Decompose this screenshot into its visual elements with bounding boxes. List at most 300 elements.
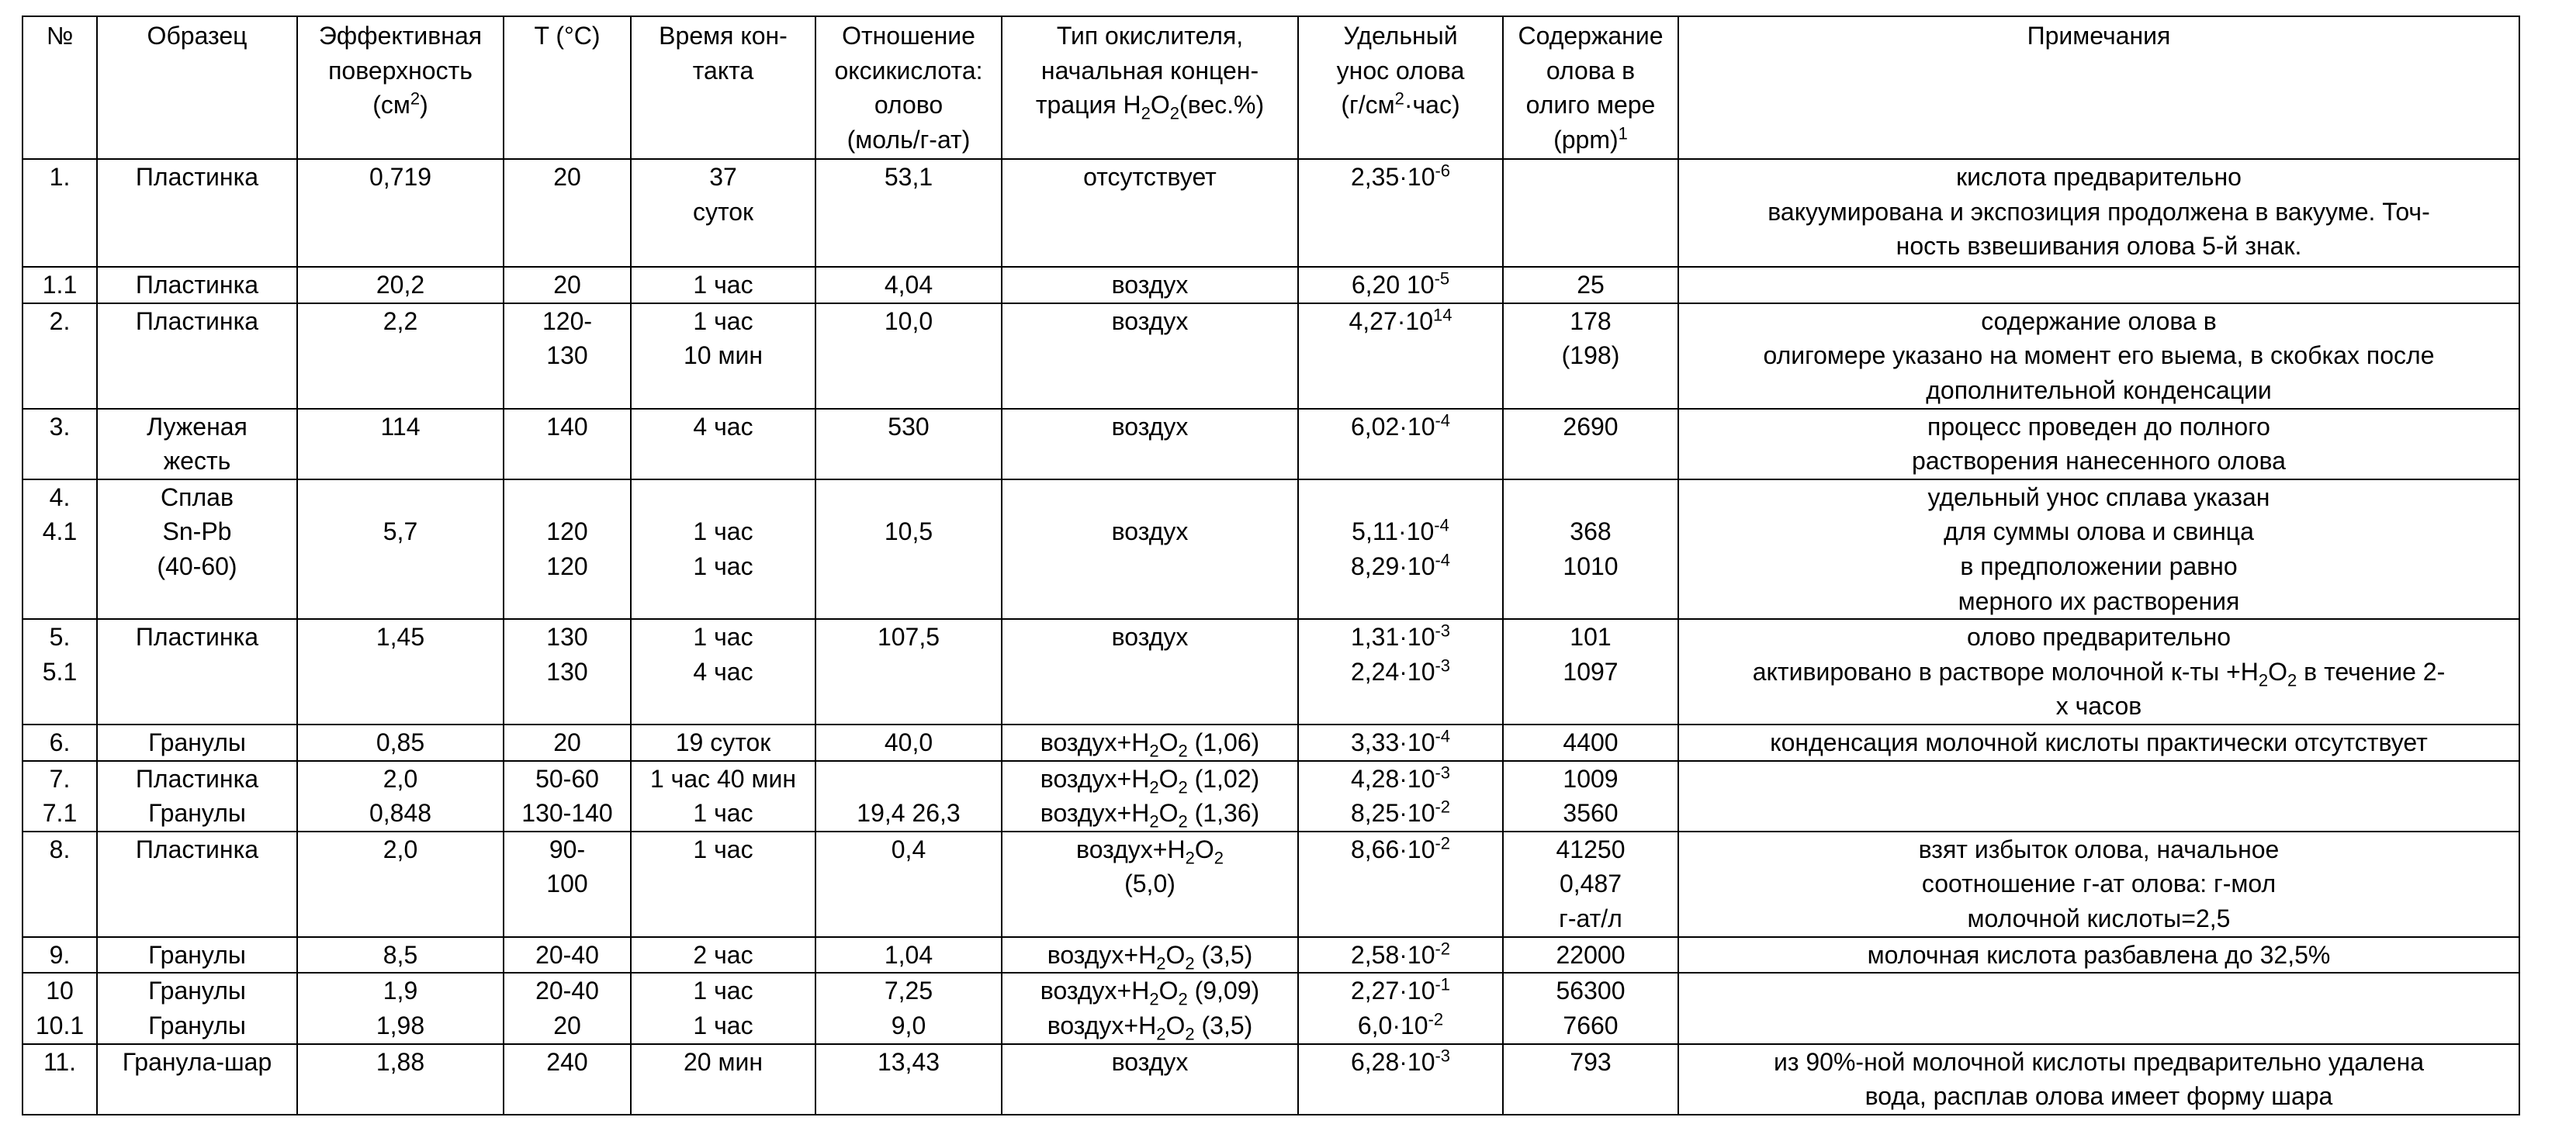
table-cell xyxy=(1298,761,1503,832)
cell-line: воздух+H2O2 (9,09) xyxy=(1006,974,1294,1008)
cell-line: олово xyxy=(819,88,998,123)
table-cell xyxy=(631,619,815,725)
table-cell xyxy=(297,937,504,974)
cell-line: Эффективная xyxy=(301,19,500,54)
table-cell xyxy=(815,303,1002,409)
cell-line: оксикислота: xyxy=(819,54,998,88)
table-cell xyxy=(1298,267,1503,303)
table-cell xyxy=(1503,725,1678,761)
table-row xyxy=(23,1044,2519,1115)
cell-line: 130 xyxy=(507,338,627,373)
table-cell xyxy=(1298,303,1503,409)
table-cell xyxy=(1002,159,1298,267)
table-cell xyxy=(1002,479,1298,619)
table-cell xyxy=(297,1044,504,1115)
header-cell xyxy=(97,16,297,159)
cell-line: конденсация молочной кислоты практически отсутствует xyxy=(1682,725,2515,760)
cell-line: 1. xyxy=(26,160,93,195)
cell-line: 2,58·10-2 xyxy=(1302,938,1499,973)
cell-line: вакуумирована и экспозиция продолжена в вакууме. Точ- xyxy=(1682,195,2515,230)
table-cell xyxy=(815,832,1002,937)
table-cell xyxy=(504,973,631,1043)
cell-line: молочная кислота разбавлена до 32,5% xyxy=(1682,938,2515,973)
table-cell xyxy=(1002,761,1298,832)
cell-line: поверхность xyxy=(301,54,500,88)
cell-line: 20 xyxy=(507,1008,627,1043)
cell-line: 4,28·10-3 xyxy=(1302,762,1499,797)
table-cell xyxy=(297,409,504,479)
cell-line: 1.1 xyxy=(26,268,93,303)
header-cell xyxy=(297,16,504,159)
cell-line: Пластинка xyxy=(101,620,293,655)
cell-line: 20 xyxy=(507,268,627,303)
cell-line: Пластинка xyxy=(101,268,293,303)
table-cell xyxy=(815,619,1002,725)
cell-line: 2,0 xyxy=(301,832,500,867)
table-cell xyxy=(1002,937,1298,974)
cell-line: 2,2 xyxy=(301,304,500,339)
table-cell xyxy=(504,619,631,725)
table-cell xyxy=(631,479,815,619)
cell-line: 3,33·10-4 xyxy=(1302,725,1499,760)
table-cell xyxy=(1298,973,1503,1043)
cell-line: 7. xyxy=(26,762,93,797)
cell-line: олово предварительно xyxy=(1682,620,2515,655)
notes-cell xyxy=(1678,303,2519,409)
cell-line: воздух+H2O2 (1,02) xyxy=(1006,762,1294,797)
cell-line: 4,04 xyxy=(819,268,998,303)
table-cell xyxy=(631,725,815,761)
cell-line: 41250 xyxy=(1507,832,1674,867)
cell-line: 0,4 xyxy=(819,832,998,867)
table-cell xyxy=(297,159,504,267)
table-cell xyxy=(1298,832,1503,937)
cell-line: (см2) xyxy=(301,88,500,123)
table-cell xyxy=(504,303,631,409)
cell-line: 120- xyxy=(507,304,627,339)
cell-line: воздух xyxy=(1006,304,1294,339)
header-row xyxy=(23,16,2519,159)
cell-line: воздух xyxy=(1006,268,1294,303)
cell-line: отсутствует xyxy=(1006,160,1294,195)
notes-cell xyxy=(1678,761,2519,832)
table-cell xyxy=(97,1044,297,1115)
cell-line: 4400 xyxy=(1507,725,1674,760)
cell-line: 10,5 xyxy=(819,514,998,549)
cell-line: воздух xyxy=(1006,1045,1294,1080)
cell-line xyxy=(301,480,500,515)
cell-line: 8,29·10-4 xyxy=(1302,549,1499,584)
table-cell xyxy=(1503,832,1678,937)
table-cell xyxy=(815,267,1002,303)
table-cell xyxy=(1002,409,1298,479)
table-cell xyxy=(297,479,504,619)
table-cell xyxy=(23,409,97,479)
cell-line: 20-40 xyxy=(507,974,627,1008)
cell-line: 4.1 xyxy=(26,514,93,549)
table-cell xyxy=(23,937,97,974)
cell-line: 178 xyxy=(1507,304,1674,339)
cell-line: кислота предварительно xyxy=(1682,160,2515,195)
cell-line: 37 xyxy=(635,160,812,195)
table-cell xyxy=(815,761,1002,832)
cell-line: воздух+H2O2 (1,36) xyxy=(1006,796,1294,831)
table-cell xyxy=(23,725,97,761)
cell-line: 3560 xyxy=(1507,796,1674,831)
table-cell xyxy=(1503,303,1678,409)
table-cell xyxy=(815,1044,1002,1115)
table-cell xyxy=(631,409,815,479)
table-cell xyxy=(97,725,297,761)
cell-line: 3. xyxy=(26,410,93,444)
table-row xyxy=(23,267,2519,303)
cell-line: 1,31·10-3 xyxy=(1302,620,1499,655)
cell-line: 10 мин xyxy=(635,338,812,373)
cell-line: 4,27·1014 xyxy=(1302,304,1499,339)
cell-line: 25 xyxy=(1507,268,1674,303)
cell-line: 5.1 xyxy=(26,655,93,690)
cell-line: Гранулы xyxy=(101,796,293,831)
cell-line: начальная концен- xyxy=(1006,54,1294,88)
cell-line: 130-140 xyxy=(507,796,627,831)
cell-line: мерного их растворения xyxy=(1682,584,2515,619)
cell-line: 5. xyxy=(26,620,93,655)
cell-line: 11. xyxy=(26,1045,93,1080)
table-cell xyxy=(504,937,631,974)
cell-line: 0,848 xyxy=(301,796,500,831)
cell-line: Отношение xyxy=(819,19,998,54)
cell-line: 20-40 xyxy=(507,938,627,973)
cell-line: 2690 xyxy=(1507,410,1674,444)
table-cell xyxy=(1503,267,1678,303)
cell-line: 8,66·10-2 xyxy=(1302,832,1499,867)
cell-line: суток xyxy=(635,195,812,230)
table-cell xyxy=(504,725,631,761)
table-row xyxy=(23,619,2519,725)
notes-cell xyxy=(1678,267,2519,303)
cell-line xyxy=(1682,974,2515,1008)
cell-line: 0,85 xyxy=(301,725,500,760)
cell-line: удельный унос сплава указан xyxy=(1682,480,2515,515)
table-cell xyxy=(1002,973,1298,1043)
table-cell xyxy=(1002,725,1298,761)
cell-line: 90- xyxy=(507,832,627,867)
table-cell xyxy=(1503,619,1678,725)
notes-cell xyxy=(1678,409,2519,479)
cell-line: 1 час 40 мин xyxy=(635,762,812,797)
cell-line: 4 час xyxy=(635,410,812,444)
table-cell xyxy=(1002,267,1298,303)
cell-line: 20 xyxy=(507,725,627,760)
table-cell xyxy=(631,937,815,974)
table-cell xyxy=(1298,725,1503,761)
table-cell xyxy=(23,1044,97,1115)
cell-line: Время кон- xyxy=(635,19,812,54)
table-cell xyxy=(97,619,297,725)
table-cell xyxy=(23,267,97,303)
cell-line: процесс проведен до полного xyxy=(1682,410,2515,444)
table-cell xyxy=(97,267,297,303)
table-cell xyxy=(1503,761,1678,832)
table-cell xyxy=(504,409,631,479)
cell-line: 368 xyxy=(1507,514,1674,549)
table-cell xyxy=(504,159,631,267)
cell-line: 0,487 xyxy=(1507,866,1674,901)
table-row xyxy=(23,761,2519,832)
table-cell xyxy=(504,832,631,937)
cell-line: (198) xyxy=(1507,338,1674,373)
table-cell xyxy=(631,1044,815,1115)
cell-line: 2 час xyxy=(635,938,812,973)
cell-line: 1 час xyxy=(635,796,812,831)
cell-line: (5,0) xyxy=(1006,866,1294,901)
table-cell xyxy=(23,159,97,267)
cell-line: 4. xyxy=(26,480,93,515)
table-cell xyxy=(1002,303,1298,409)
cell-line: воздух xyxy=(1006,514,1294,549)
cell-line: 2,27·10-1 xyxy=(1302,974,1499,1008)
cell-line: 13,43 xyxy=(819,1045,998,1080)
header-cell xyxy=(1298,16,1503,159)
cell-line: Сплав xyxy=(101,480,293,515)
header-cell xyxy=(1503,16,1678,159)
cell-line: 8. xyxy=(26,832,93,867)
cell-line: воздух+H2O2 (3,5) xyxy=(1006,938,1294,973)
table-cell xyxy=(1298,937,1503,974)
cell-line: (ppm)1 xyxy=(1507,123,1674,157)
cell-line xyxy=(819,762,998,797)
cell-line: х часов xyxy=(1682,689,2515,724)
table-cell xyxy=(1002,1044,1298,1115)
cell-line: 140 xyxy=(507,410,627,444)
cell-line: T (°C) xyxy=(507,19,627,54)
table-cell xyxy=(504,267,631,303)
cell-line: 2. xyxy=(26,304,93,339)
notes-cell xyxy=(1678,159,2519,267)
table-cell xyxy=(297,973,504,1043)
cell-line: олиго мере xyxy=(1507,88,1674,123)
cell-line: 2,24·10-3 xyxy=(1302,655,1499,690)
notes-cell xyxy=(1678,479,2519,619)
table-row xyxy=(23,973,2519,1043)
cell-line: воздух+H2O2 (1,06) xyxy=(1006,725,1294,760)
table-cell xyxy=(97,832,297,937)
cell-line: 20 мин xyxy=(635,1045,812,1080)
cell-line: 7.1 xyxy=(26,796,93,831)
cell-line: для суммы олова и свинца xyxy=(1682,514,2515,549)
table-cell xyxy=(631,267,815,303)
notes-cell xyxy=(1678,1044,2519,1115)
cell-line: 8,25·10-2 xyxy=(1302,796,1499,831)
cell-line: Sn-Pb xyxy=(101,514,293,549)
notes-cell xyxy=(1678,973,2519,1043)
table-cell xyxy=(97,159,297,267)
table-cell xyxy=(815,973,1002,1043)
notes-cell xyxy=(1678,619,2519,725)
cell-line: Гранула-шар xyxy=(101,1045,293,1080)
cell-line: 6,02·10-4 xyxy=(1302,410,1499,444)
table-cell xyxy=(23,832,97,937)
cell-line: 20,2 xyxy=(301,268,500,303)
table-row xyxy=(23,479,2519,619)
cell-line: 6,28·10-3 xyxy=(1302,1045,1499,1080)
cell-line: 10 xyxy=(26,974,93,1008)
cell-line xyxy=(1507,480,1674,515)
table-row xyxy=(23,832,2519,937)
table-cell xyxy=(297,725,504,761)
cell-line: 1 час xyxy=(635,832,812,867)
cell-line: № xyxy=(26,19,93,54)
cell-line: Гранулы xyxy=(101,1008,293,1043)
table-cell xyxy=(1503,479,1678,619)
cell-line: взят избыток олова, начальное xyxy=(1682,832,2515,867)
cell-line: Гранулы xyxy=(101,938,293,973)
cell-line: 1,9 xyxy=(301,974,500,1008)
cell-line: Луженая xyxy=(101,410,293,444)
cell-line: 1 час xyxy=(635,549,812,584)
table-cell xyxy=(1503,409,1678,479)
table-cell xyxy=(631,159,815,267)
cell-line: Гранулы xyxy=(101,974,293,1008)
cell-line: Удельный xyxy=(1302,19,1499,54)
table-cell xyxy=(97,409,297,479)
cell-line: 22000 xyxy=(1507,938,1674,973)
table-cell xyxy=(23,973,97,1043)
header-cell xyxy=(631,16,815,159)
cell-line: Пластинка xyxy=(101,832,293,867)
cell-line: такта xyxy=(635,54,812,88)
cell-line: Тип окислителя, xyxy=(1006,19,1294,54)
cell-line xyxy=(507,480,627,515)
cell-line xyxy=(1682,762,2515,797)
cell-line: (г/см2·час) xyxy=(1302,88,1499,123)
header-cell xyxy=(23,16,97,159)
cell-line: олова в xyxy=(1507,54,1674,88)
cell-line: 6. xyxy=(26,725,93,760)
cell-line: унос олова xyxy=(1302,54,1499,88)
cell-line: 1 час xyxy=(635,304,812,339)
table-cell xyxy=(1002,619,1298,725)
cell-line: олигомере указано на момент его выема, в скобках после xyxy=(1682,338,2515,373)
cell-line: (моль/г-ат) xyxy=(819,123,998,157)
cell-line: активировано в растворе молочной к-ты +H2O2 в течение 2- xyxy=(1682,655,2515,690)
table-row xyxy=(23,159,2519,267)
table-cell xyxy=(23,479,97,619)
cell-line: 19 суток xyxy=(635,725,812,760)
cell-line: 100 xyxy=(507,866,627,901)
cell-line: 10,0 xyxy=(819,304,998,339)
cell-line: Содержание xyxy=(1507,19,1674,54)
notes-cell xyxy=(1678,832,2519,937)
header-cell xyxy=(815,16,1002,159)
cell-line: жесть xyxy=(101,444,293,479)
header-cell xyxy=(1678,16,2519,159)
table-body xyxy=(23,159,2519,1115)
table-cell xyxy=(97,303,297,409)
cell-line: 1 час xyxy=(635,974,812,1008)
table-cell xyxy=(1298,1044,1503,1115)
notes-cell xyxy=(1678,937,2519,974)
cell-line: Пластинка xyxy=(101,304,293,339)
cell-line: 10.1 xyxy=(26,1008,93,1043)
cell-line: трация H2O2(вес.%) xyxy=(1006,88,1294,123)
table-cell xyxy=(23,761,97,832)
cell-line: 793 xyxy=(1507,1045,1674,1080)
cell-line: Гранулы xyxy=(101,725,293,760)
table-row xyxy=(23,409,2519,479)
cell-line: 114 xyxy=(301,410,500,444)
table-cell xyxy=(297,619,504,725)
cell-line: 120 xyxy=(507,549,627,584)
data-table-sheet xyxy=(22,16,2520,1115)
cell-line xyxy=(1302,480,1499,515)
table-cell xyxy=(1298,619,1503,725)
cell-line: 56300 xyxy=(1507,974,1674,1008)
cell-line: (40-60) xyxy=(101,549,293,584)
table-cell xyxy=(815,409,1002,479)
table-cell xyxy=(631,303,815,409)
cell-line: 1097 xyxy=(1507,655,1674,690)
table-cell xyxy=(23,303,97,409)
table-row xyxy=(23,725,2519,761)
cell-line: 20 xyxy=(507,160,627,195)
table-cell xyxy=(1503,159,1678,267)
cell-line: 0,719 xyxy=(301,160,500,195)
cell-line: 130 xyxy=(507,620,627,655)
cell-line: 6,20 10-5 xyxy=(1302,268,1499,303)
header-cell xyxy=(504,16,631,159)
cell-line: 1,45 xyxy=(301,620,500,655)
cell-line: 1010 xyxy=(1507,549,1674,584)
table-cell xyxy=(504,479,631,619)
cell-line: 5,7 xyxy=(301,514,500,549)
cell-line: 2,0 xyxy=(301,762,500,797)
table-cell xyxy=(1503,1044,1678,1115)
cell-line: 1 час xyxy=(635,514,812,549)
cell-line: 4 час xyxy=(635,655,812,690)
cell-line xyxy=(819,480,998,515)
cell-line: 1,88 xyxy=(301,1045,500,1080)
cell-line: 101 xyxy=(1507,620,1674,655)
cell-line: 8,5 xyxy=(301,938,500,973)
cell-line: 9,0 xyxy=(819,1008,998,1043)
cell-line: 1,04 xyxy=(819,938,998,973)
cell-line xyxy=(635,480,812,515)
table-cell xyxy=(504,761,631,832)
cell-line: из 90%-ной молочной кислоты предварительно удалена xyxy=(1682,1045,2515,1080)
cell-line: 19,4 26,3 xyxy=(819,796,998,831)
cell-line: молочной кислоты=2,5 xyxy=(1682,901,2515,936)
cell-line: 1009 xyxy=(1507,762,1674,797)
cell-line: 5,11·10-4 xyxy=(1302,514,1499,549)
cell-line: растворения нанесенного олова xyxy=(1682,444,2515,479)
cell-line: 1 час xyxy=(635,620,812,655)
table-cell xyxy=(97,761,297,832)
header-cell xyxy=(1002,16,1298,159)
table-row xyxy=(23,937,2519,974)
cell-line: 240 xyxy=(507,1045,627,1080)
cell-line xyxy=(1682,268,2515,303)
cell-line: воздух+H2O2 (3,5) xyxy=(1006,1008,1294,1043)
cell-line: Образец xyxy=(101,19,293,54)
table-cell xyxy=(297,761,504,832)
cell-line: 530 xyxy=(819,410,998,444)
cell-line: 1,98 xyxy=(301,1008,500,1043)
cell-line: воздух+H2O2 xyxy=(1006,832,1294,867)
table-cell xyxy=(815,159,1002,267)
table-cell xyxy=(631,973,815,1043)
cell-line: воздух xyxy=(1006,410,1294,444)
